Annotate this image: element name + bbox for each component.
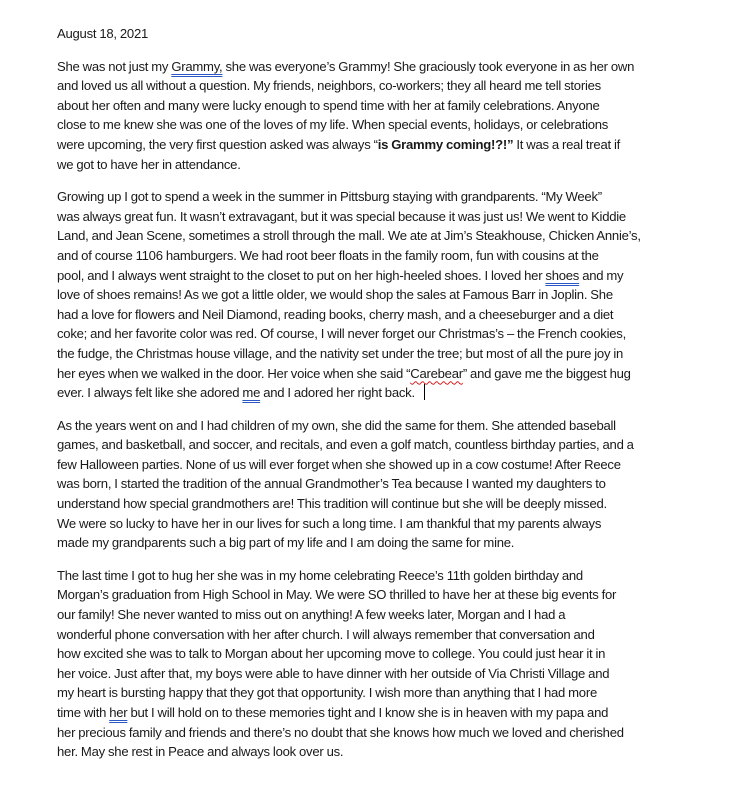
text-line xyxy=(57,324,737,344)
text-line xyxy=(57,533,737,553)
text-segment: she was everyone’s Grammy! She graciously took everyone in as her own xyxy=(222,58,635,74)
text-line xyxy=(57,566,737,586)
text-segment: ” and gave me the biggest hug xyxy=(462,365,631,381)
text-segment: her. May she rest in Peace and always look over us. xyxy=(57,744,344,760)
text-segment: her voice. Just after that, my boys were able to have dinner with her outside of Via Christi Village and xyxy=(57,665,610,681)
text-segment: few Halloween parties. None of us will ever forget when she showed up in a cow costume! After Reece xyxy=(57,456,621,472)
text-segment: time with xyxy=(57,705,110,720)
text-segment: Land, and Jean Scene, sometimes a stroll through the mall. We ate at Jim’s Steakhouse, Chicken Annie’s, xyxy=(57,228,641,244)
text-segment: wonderful phone conversation with her after church. I will always remember that conversation and xyxy=(57,626,595,642)
text-line xyxy=(57,644,737,664)
text-line xyxy=(57,494,737,514)
text-segment: made my grandparents such a big part of my life and I am doing the same for mine. xyxy=(57,535,515,551)
text-segment: and loved us all without a question. My friends, neighbors, co-workers; they all heard me tell stories xyxy=(57,78,601,94)
text-line xyxy=(57,115,737,135)
document-date: August 18, 2021 xyxy=(57,26,149,41)
text-line xyxy=(57,76,737,96)
text-line xyxy=(57,605,737,625)
document-body[interactable] xyxy=(57,57,737,762)
text-line xyxy=(57,57,737,77)
text-line xyxy=(57,226,737,246)
text-line xyxy=(57,344,737,364)
text-line xyxy=(57,723,737,743)
text-segment: was always great fun. It wasn’t extravagant, but it was special because it was just us! We went to Kiddie xyxy=(57,208,626,224)
text-line xyxy=(57,135,737,155)
spelling-flagged-word: Carebear xyxy=(410,365,463,381)
text-cursor xyxy=(424,384,425,400)
text-segment: how excited she was to talk to Morgan about her upcoming move to college. You could just hear it in xyxy=(57,646,606,662)
text-line xyxy=(57,416,737,436)
text-line xyxy=(57,664,737,684)
text-segment: games, and basketball, and soccer, and recitals, and even a golf match, countless birthday parties, and a xyxy=(57,437,634,453)
text-segment: we got to have her in attendance. xyxy=(57,156,241,172)
text-segment: As the years went on and I had children of my own, she did the same for them. She attended baseball xyxy=(57,417,616,433)
grammar-flagged-word: her xyxy=(109,705,128,720)
text-line xyxy=(57,364,737,384)
text-line xyxy=(57,266,737,286)
text-segment: and I adored her right back. xyxy=(260,385,418,401)
text-line xyxy=(57,683,737,703)
text-segment: understand how special grandmothers are! This tradition will continue but she will be deeply missed. xyxy=(57,496,607,512)
paragraph xyxy=(57,566,737,762)
text-segment: the fudge, the Christmas house village, and the nativity set under the tree; but most of all the pure joy in xyxy=(57,345,624,361)
text-line xyxy=(57,742,737,762)
text-line xyxy=(57,187,737,207)
text-segment: pool, and I always went straight to the closet to put on her high-heeled shoes. I loved her xyxy=(57,267,546,283)
text-segment: and of course 1106 hamburgers. We had root beer floats in the family room, fun with cousins at the xyxy=(57,247,599,263)
paragraph xyxy=(57,187,737,403)
text-segment: was born, I started the tradition of the annual Grandmother’s Tea because I wanted my daughters to xyxy=(57,476,606,492)
text-segment: She was not just my xyxy=(57,58,172,74)
text-line xyxy=(57,514,737,534)
text-segment: Morgan’s graduation from High School in May. We were SO thrilled to have her at these big events for xyxy=(57,587,617,603)
grammar-flagged-word: shoes xyxy=(545,267,580,283)
text-line xyxy=(57,207,737,227)
grammar-flagged-word: me xyxy=(242,385,261,401)
text-line xyxy=(57,625,737,645)
text-segment: were upcoming, the very first question asked was always “ xyxy=(57,136,378,152)
text-segment: her precious family and friends and there’s no doubt that she knows how much we loved and cherished xyxy=(57,724,624,740)
text-segment: her eyes when we walked in the door. Her voice when she said “ xyxy=(57,365,411,381)
text-line xyxy=(57,435,737,455)
text-segment: love of shoes remains! As we got a little older, we would shop the sales at Famous Barr in Joplin. She xyxy=(57,287,613,303)
text-segment: had a love for flowers and Neil Diamond, reading books, cherry mash, and a cheeseburger and a diet xyxy=(57,306,614,322)
text-line xyxy=(57,585,737,605)
text-line xyxy=(57,703,737,723)
text-segment: coke; and her favorite color was red. Of course, I will never forget our Christmas’s – the French cookies, xyxy=(57,326,626,342)
text-line xyxy=(57,305,737,325)
text-line xyxy=(57,383,737,403)
text-segment: We were so lucky to have her in our lives for such a long time. I am thankful that my parents always xyxy=(57,515,602,531)
text-line xyxy=(57,155,737,175)
text-segment: Growing up I got to spend a week in the summer in Pittsburg staying with grandparents. “My Week” xyxy=(57,189,602,205)
text-segment: It was a real treat if xyxy=(513,136,620,152)
text-segment: about her often and many were lucky enough to spend time with her at family celebrations. Anyone xyxy=(57,97,600,113)
paragraph xyxy=(57,57,737,175)
text-segment: ever. I always felt like she adored xyxy=(57,385,243,401)
text-line xyxy=(57,246,737,266)
text-segment: The last time I got to hug her she was in my home celebrating Reece’s 11th golden birthday and xyxy=(57,567,583,583)
text-segment: and my xyxy=(579,267,624,283)
paragraph xyxy=(57,416,737,553)
text-segment: but I will hold on to these memories tight and I know she is in heaven with my papa and xyxy=(127,705,609,720)
document-page[interactable] xyxy=(57,24,737,775)
text-segment: our family! She never wanted to miss out on anything! A few weeks later, Morgan and I had a xyxy=(57,607,566,623)
text-line xyxy=(57,455,737,475)
text-segment: close to me knew she was one of the loves of my life. When special events, holidays, or celebrations xyxy=(57,117,609,133)
text-line xyxy=(57,96,737,116)
grammar-flagged-word: Grammy, xyxy=(171,58,223,74)
bold-text: is Grammy coming!?!” xyxy=(377,136,514,152)
text-line xyxy=(57,285,737,305)
text-line xyxy=(57,474,737,494)
text-segment: my heart is bursting happy that they got that opportunity. I wish more than anything that I had more xyxy=(57,685,597,701)
